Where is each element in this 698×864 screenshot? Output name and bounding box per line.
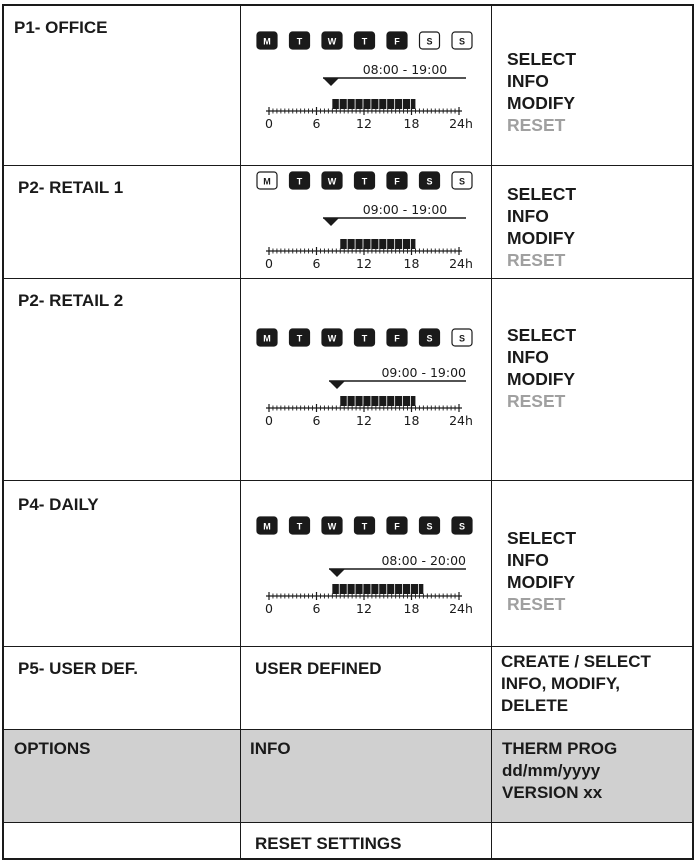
day-label-0: M (263, 36, 271, 47)
date-format: dd/mm/yyyy (502, 761, 601, 780)
program-name[interactable]: P4- DAILY (18, 495, 99, 514)
program-table (2, 4, 694, 860)
hour-tick-label: 18 (403, 413, 420, 428)
hour-tick-label: 24h (449, 601, 473, 616)
info-modify-action[interactable]: INFO, MODIFY, (501, 674, 620, 693)
reset-empty-cell (4, 823, 241, 858)
time-range-label: 09:00 - 19:00 (381, 365, 466, 380)
day-label-1: T (296, 36, 303, 47)
options-name-cell (4, 730, 241, 822)
day-label-6: S (458, 333, 466, 344)
menu-select[interactable]: SELECT (507, 49, 577, 69)
menu-cell (492, 6, 692, 165)
day-label-4: F (394, 333, 400, 344)
day-label-0: M (263, 521, 271, 532)
menu-reset: RESET (507, 250, 566, 270)
program-row-p5-user-def (4, 647, 692, 730)
day-label-0: M (263, 176, 271, 187)
menu-modify[interactable]: MODIFY (507, 572, 576, 592)
program-name[interactable]: P2- RETAIL 1 (18, 178, 124, 197)
user-defined-label: USER DEFINED (255, 659, 382, 678)
day-label-2: W (327, 176, 337, 187)
reset-settings-cell (241, 823, 492, 858)
hour-tick-label: 6 (312, 413, 321, 428)
options-info[interactable]: INFO (250, 739, 291, 758)
day-label-1: T (296, 521, 303, 532)
program-name-cell (4, 279, 241, 480)
time-range-label: 09:00 - 19:00 (362, 202, 448, 217)
menu-info[interactable]: INFO (507, 71, 549, 91)
menu-info[interactable]: INFO (507, 347, 549, 367)
current-time-marker (323, 218, 339, 226)
menu-cell (492, 279, 692, 480)
hour-tick-label: 24h (449, 413, 473, 428)
program-row-p4-daily (4, 481, 692, 647)
hour-tick-label: 18 (403, 601, 420, 616)
menu-modify[interactable]: MODIFY (507, 93, 576, 113)
program-row-p1 (4, 6, 692, 166)
user-defined-cell (241, 647, 492, 729)
program-name[interactable]: P5- USER DEF. (18, 659, 138, 678)
reset-settings[interactable]: RESET SETTINGS (255, 834, 402, 853)
time-range-label: 08:00 - 19:00 (362, 62, 448, 77)
day-label-3: T (361, 36, 368, 47)
program-name[interactable]: P1- OFFICE (14, 18, 108, 37)
day-label-3: T (361, 333, 368, 344)
menu-select[interactable]: SELECT (507, 528, 577, 548)
program-name-cell (4, 6, 241, 165)
day-label-0: M (263, 333, 271, 344)
hour-tick-label: 24h (449, 256, 473, 271)
day-label-1: T (296, 176, 303, 187)
hour-tick-label: 0 (265, 601, 273, 616)
menu-select[interactable]: SELECT (507, 184, 577, 204)
hour-tick-label: 12 (356, 601, 372, 616)
menu-info[interactable]: INFO (507, 550, 549, 570)
day-label-6: S (458, 521, 466, 532)
day-label-6: S (458, 176, 466, 187)
schedule-graphic (241, 166, 492, 279)
therm-prog: THERM PROG (502, 739, 618, 758)
program-name-cell (4, 647, 241, 729)
hour-tick-label: 0 (265, 256, 273, 271)
current-time-marker (329, 569, 345, 577)
hour-tick-label: 12 (356, 256, 372, 271)
menu-select[interactable]: SELECT (507, 325, 577, 345)
hour-tick-label: 12 (356, 116, 372, 131)
day-label-5: S (426, 176, 433, 187)
options-info-cell (241, 730, 492, 822)
menu-reset: RESET (507, 391, 566, 411)
reset-row (4, 823, 692, 858)
hour-tick-label: 6 (312, 116, 321, 131)
day-label-3: T (361, 176, 368, 187)
create-select-action[interactable]: CREATE / SELECT (501, 652, 651, 671)
day-label-5: S (426, 36, 433, 47)
hour-tick-label: 0 (265, 413, 273, 428)
day-label-3: T (361, 521, 368, 532)
user-def-actions-cell (492, 647, 692, 729)
menu-reset: RESET (507, 594, 566, 614)
day-label-4: F (394, 176, 400, 187)
current-time-marker (329, 381, 345, 389)
hour-tick-label: 6 (312, 601, 321, 616)
schedule-cell (241, 6, 492, 165)
program-row-p2-retail1 (4, 166, 692, 279)
options-details-cell (492, 730, 692, 822)
hour-tick-label: 0 (265, 116, 273, 131)
program-name-cell (4, 166, 241, 278)
hour-tick-label: 18 (403, 116, 420, 131)
schedule-graphic (241, 279, 492, 481)
current-time-marker (323, 78, 339, 86)
program-name-cell (4, 481, 241, 646)
options-row (4, 730, 692, 823)
menu-modify[interactable]: MODIFY (507, 369, 576, 389)
day-label-5: S (426, 333, 433, 344)
day-label-2: W (327, 333, 337, 344)
schedule-cell (241, 166, 492, 278)
hour-tick-label: 24h (449, 116, 473, 131)
active-period-bar (340, 396, 415, 406)
reset-empty-cell (492, 823, 692, 858)
menu-cell (492, 166, 692, 278)
day-label-6: S (458, 36, 466, 47)
schedule-cell (241, 481, 492, 646)
menu-cell (492, 481, 692, 646)
program-name[interactable]: P2- RETAIL 2 (18, 291, 124, 310)
hour-tick-label: 18 (403, 256, 420, 271)
version: VERSION xx (502, 783, 603, 802)
day-label-4: F (394, 521, 400, 532)
menu-modify[interactable]: MODIFY (507, 228, 576, 248)
hour-tick-label: 6 (312, 256, 321, 271)
day-label-2: W (327, 521, 337, 532)
schedule-graphic (241, 6, 492, 166)
time-range-label: 08:00 - 20:00 (381, 553, 466, 568)
day-label-4: F (394, 36, 400, 47)
options-label[interactable]: OPTIONS (14, 739, 91, 758)
day-label-2: W (327, 36, 337, 47)
menu-info[interactable]: INFO (507, 206, 549, 226)
delete-action[interactable]: DELETE (501, 696, 569, 715)
active-period-bar (340, 239, 415, 249)
schedule-graphic (241, 481, 492, 647)
menu-reset: RESET (507, 115, 566, 135)
program-row-p2-retail2 (4, 279, 692, 481)
hour-tick-label: 12 (356, 413, 372, 428)
day-label-1: T (296, 333, 303, 344)
schedule-cell (241, 279, 492, 480)
active-period-bar (332, 584, 423, 594)
day-label-5: S (426, 521, 433, 532)
